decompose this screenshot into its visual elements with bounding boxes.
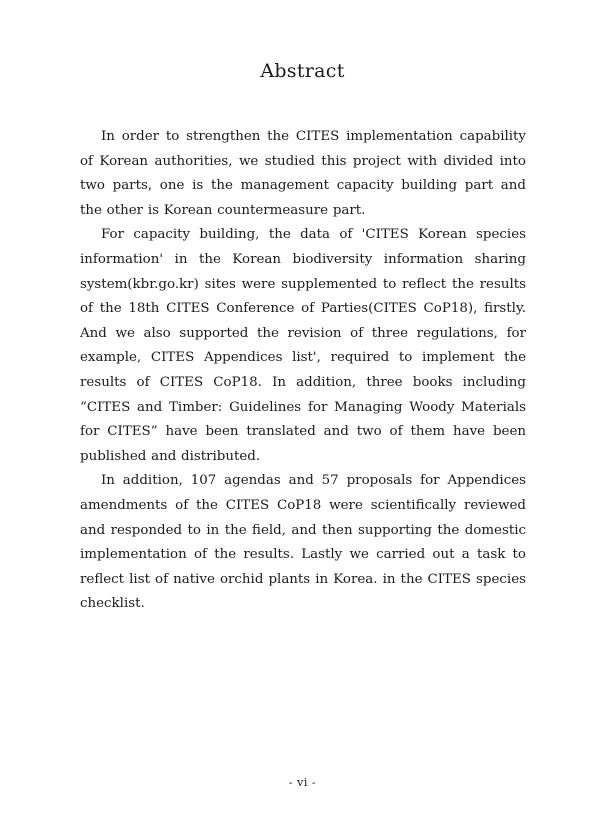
paragraph-2: For capacity building, the data of 'CITES Korean species information' in the Korean biodiversity information sharing system(kbr.go.kr) sites were supplemented to reflect the results of the 18th CITES Conference of Parties(CITES CoP18), firstly. And we also supported the revision of three regulations, for example, CITES Appendices list', required to implement the results of CITES CoP18. In addition, three books including “CITES and Timber: Guidelines for Managing Woody Materials for CITES” have been translated and two of them have been published and distributed.: [80, 227, 526, 464]
paragraph-1: In order to strengthen the CITES implementation capability of Korean authorities, we studied this project with divided into two parts, one is the management capacity building part and the other is Korean countermeasure part.: [80, 129, 526, 218]
paragraph-3: In addition, 107 agendas and 57 proposals for Appendices amendments of the CITES CoP18 were scientifically reviewed and responded to in the field, and then supporting the domestic implementation of the results. Lastly we carried out a task to reflect list of native orchid plants in Korea. in the CITES species checklist.: [80, 473, 526, 612]
page-number: - vi -: [288, 776, 317, 789]
abstract-body: [80, 125, 526, 617]
page-title: Abstract: [260, 60, 345, 82]
